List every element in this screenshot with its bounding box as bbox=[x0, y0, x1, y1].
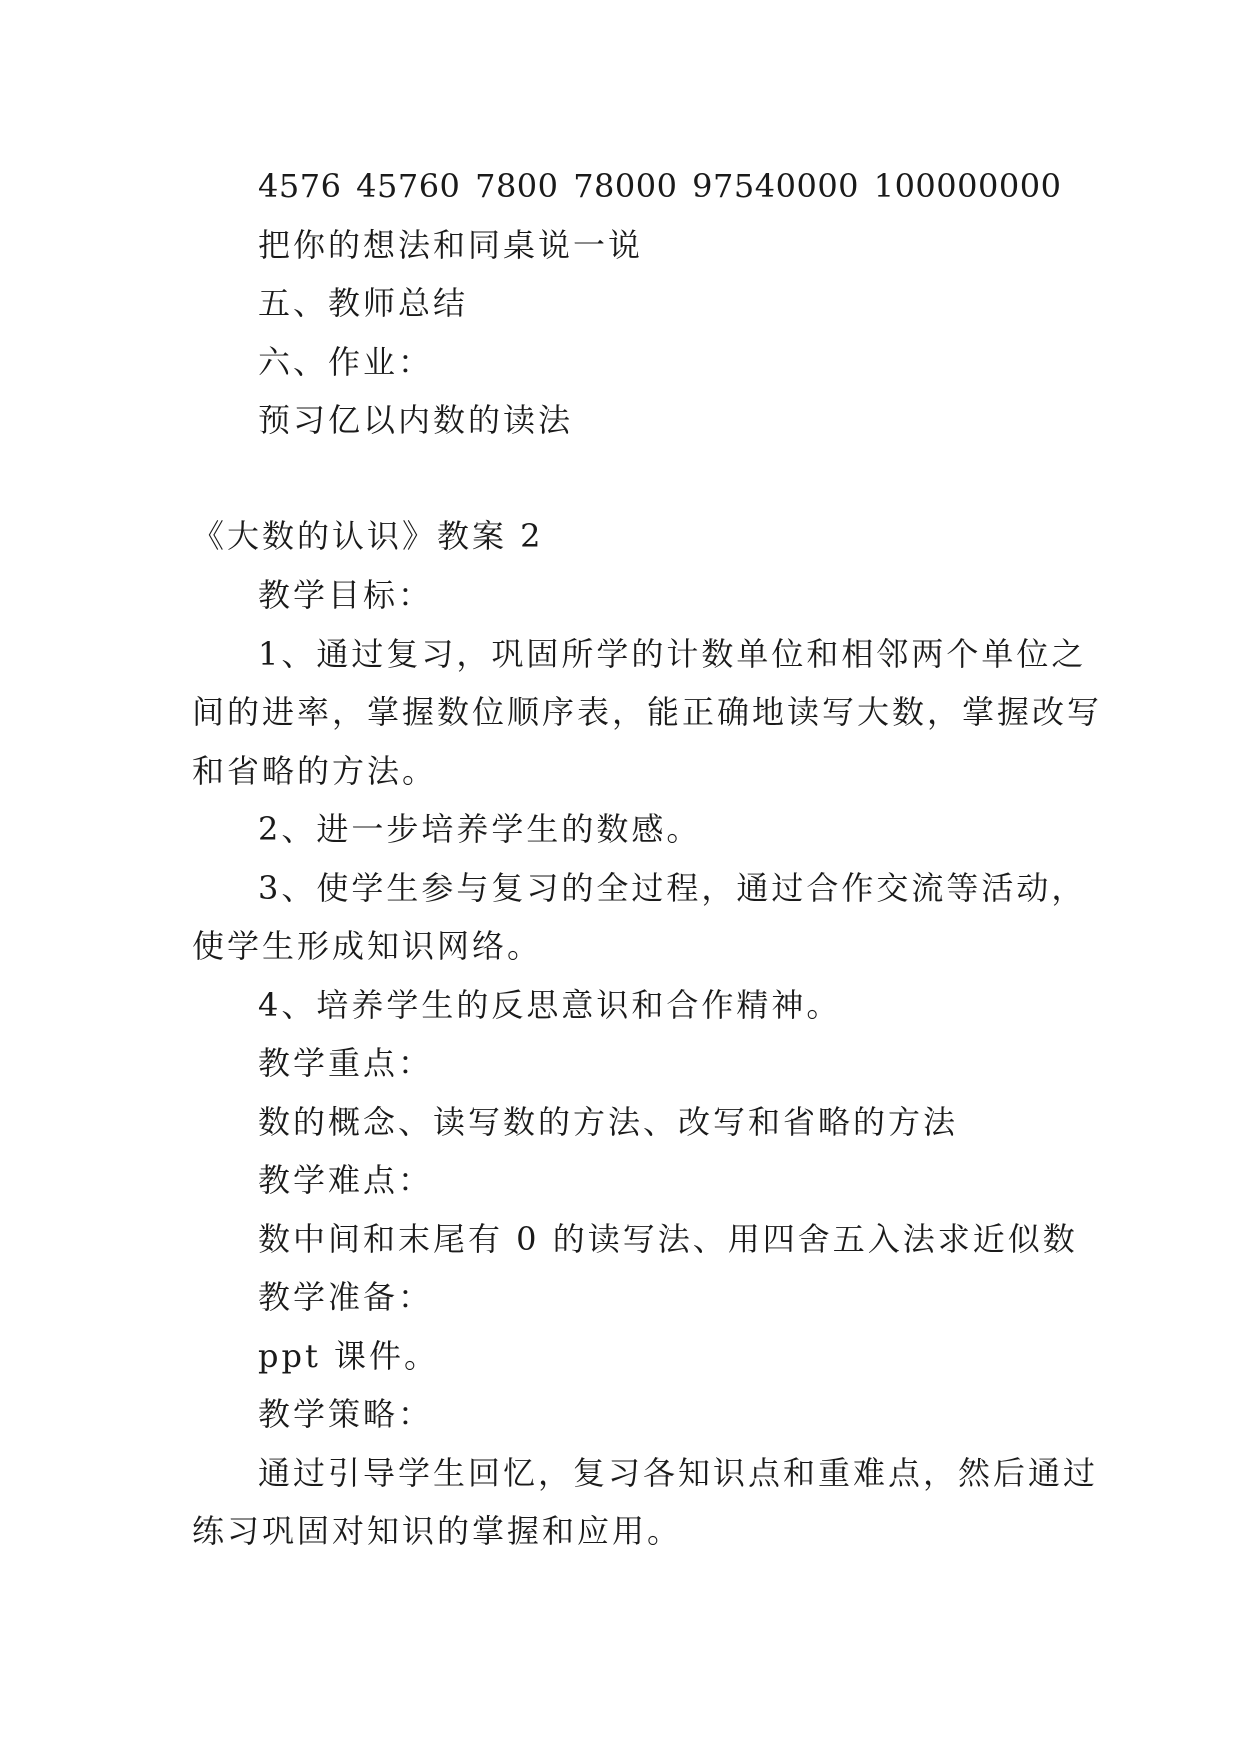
preparation-heading: 教学准备： bbox=[258, 1278, 434, 1316]
goal-3-line-1: 3、使学生参与复习的全过程，通过合作交流等活动， bbox=[258, 869, 1087, 907]
strategy-line-2: 练习巩固对知识的掌握和应用。 bbox=[192, 1512, 683, 1550]
lesson-title: 《大数的认识》教案 2 bbox=[192, 517, 544, 555]
goal-1-line-2: 间的进率，掌握数位顺序表，能正确地读写大数，掌握改写 bbox=[192, 693, 1103, 731]
key-points-text: 数的概念、读写数的方法、改写和省略的方法 bbox=[258, 1103, 959, 1141]
section-homework: 六、作业： bbox=[258, 343, 434, 381]
preparation-text: ppt 课件。 bbox=[258, 1337, 440, 1375]
goal-1-line-3: 和省略的方法。 bbox=[192, 752, 438, 790]
difficulty-heading: 教学难点： bbox=[258, 1161, 434, 1199]
strategy-heading: 教学策略： bbox=[258, 1395, 434, 1433]
goals-heading: 教学目标： bbox=[258, 576, 434, 614]
goal-1-line-1: 1、通过复习，巩固所学的计数单位和相邻两个单位之 bbox=[258, 635, 1087, 673]
homework-text: 预习亿以内数的读法 bbox=[258, 401, 574, 439]
goal-3-line-2: 使学生形成知识网络。 bbox=[192, 927, 543, 965]
discuss-prompt: 把你的想法和同桌说一说 bbox=[258, 226, 644, 264]
numbers-line: 4576 45760 7800 78000 97540000 100000000 bbox=[258, 167, 1062, 205]
goal-2: 2、进一步培养学生的数感。 bbox=[258, 810, 702, 848]
strategy-line-1: 通过引导学生回忆，复习各知识点和重难点，然后通过 bbox=[258, 1454, 1099, 1492]
key-points-heading: 教学重点： bbox=[258, 1044, 434, 1082]
difficulty-text: 数中间和末尾有 0 的读写法、用四舍五入法求近似数 bbox=[258, 1220, 1078, 1258]
goal-4: 4、培养学生的反思意识和合作精神。 bbox=[258, 986, 842, 1024]
section-teacher-summary: 五、教师总结 bbox=[258, 284, 469, 322]
